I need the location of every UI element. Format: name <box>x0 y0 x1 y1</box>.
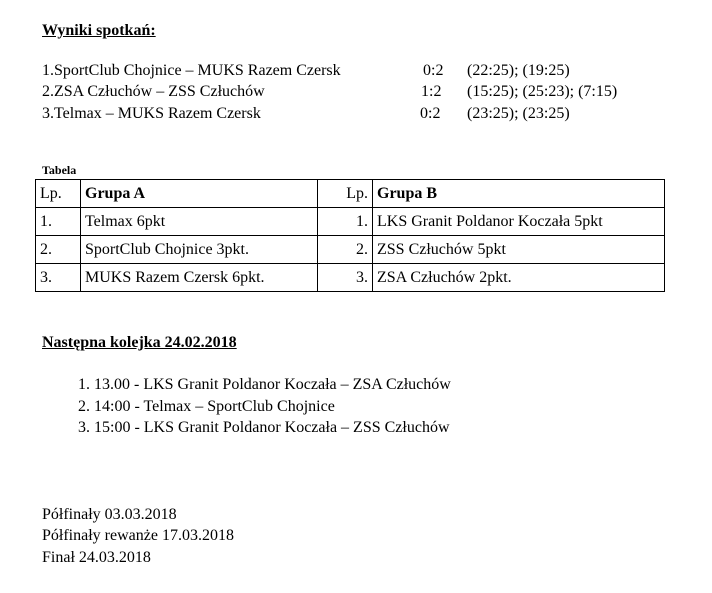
team-b-cell: LKS Granit Poldanor Koczała 5pkt <box>373 208 665 236</box>
list-item <box>42 419 451 441</box>
match-teams: 2.ZSA Człuchów – ZSS Człuchów <box>42 83 265 100</box>
lp-a-cell: 3. <box>36 264 81 292</box>
match-sets: (23:25); (23:25) <box>467 105 570 122</box>
team-a-cell: Telmax 6pkt <box>81 208 318 236</box>
table-row <box>36 208 665 236</box>
lp-b-cell: 2. <box>318 236 373 264</box>
match-sets: (22:25); (19:25) <box>467 62 570 79</box>
team-b-cell: ZSS Człuchów 5pkt <box>373 236 665 264</box>
header-lp-a: Lp. <box>36 180 81 208</box>
standings-table <box>35 179 665 292</box>
list-number: 1. <box>78 376 90 393</box>
list-item <box>42 398 451 420</box>
team-a-cell: MUKS Razem Czersk 6pkt. <box>81 264 318 292</box>
list-item-text: 15:00 - LKS Granit Poldanor Koczała – ZSS Człuchów <box>94 419 450 436</box>
team-b-cell: ZSA Człuchów 2pkt. <box>373 264 665 292</box>
list-number: 2. <box>78 397 90 415</box>
header-lp-b: Lp. <box>318 180 373 208</box>
header-group-a: Grupa A <box>81 180 318 208</box>
next-round-heading: Następna kolejka 24.02.2018 <box>42 334 237 351</box>
match-teams: 1.SportClub Chojnice – MUKS Razem Czersk <box>42 62 341 79</box>
header-group-b: Grupa B <box>373 180 665 208</box>
table-title: Tabela <box>42 163 77 177</box>
match-score: 0:2 <box>420 105 441 122</box>
next-round-list <box>42 376 451 441</box>
list-item <box>42 376 451 398</box>
table-row <box>36 264 665 292</box>
match-teams: 3.Telmax – MUKS Razem Czersk <box>42 105 261 122</box>
schedule-line: Półfinały rewanże 17.03.2018 <box>42 527 234 544</box>
table-header-row <box>36 180 665 208</box>
list-item-text: 14:00 - Telmax – SportClub Chojnice <box>94 397 335 415</box>
lp-b-cell: 1. <box>318 208 373 236</box>
schedule-line: Półfinały 03.03.2018 <box>42 506 177 523</box>
results-heading: Wyniki spotkań: <box>42 22 156 39</box>
schedule-line: Finał 24.03.2018 <box>42 549 151 566</box>
lp-a-cell: 2. <box>36 236 81 264</box>
table-row <box>36 236 665 264</box>
match-score: 1:2 <box>421 83 442 100</box>
match-sets: (15:25); (25:23); (7:15) <box>467 83 618 100</box>
team-a-cell: SportClub Chojnice 3pkt. <box>81 236 318 264</box>
lp-a-cell: 1. <box>36 208 81 236</box>
list-item-text: 13.00 - LKS Granit Poldanor Koczała – ZSA Człuchów <box>94 376 451 393</box>
lp-b-cell: 3. <box>318 264 373 292</box>
list-number: 3. <box>78 419 90 436</box>
match-score: 0:2 <box>423 62 444 79</box>
